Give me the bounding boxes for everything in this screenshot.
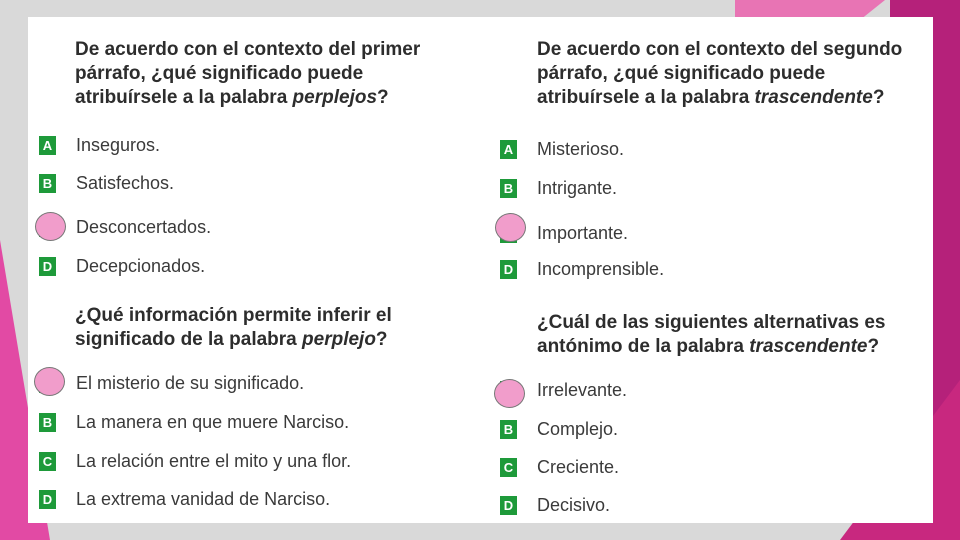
option-letter-badge: B xyxy=(39,174,56,193)
option-text: Importante. xyxy=(537,222,629,243)
option-letter-badge: A xyxy=(500,140,517,159)
option-text: Incomprensible. xyxy=(537,258,665,279)
option-text: La extrema vanidad de Narciso. xyxy=(76,488,331,509)
question-2-keyword: trascendente xyxy=(754,87,873,108)
question-4-keyword: trascendente xyxy=(749,336,868,357)
question-4-mark: ? xyxy=(867,336,880,357)
option-text: Intrigante. xyxy=(537,177,618,198)
option-text: Satisfechos. xyxy=(76,172,175,193)
answer-mark-q4 xyxy=(494,379,525,408)
option-letter-badge: B xyxy=(500,179,517,198)
question-1-mark: ? xyxy=(377,87,389,108)
option-letter-badge: D xyxy=(39,257,56,276)
question-3-text: ¿Qué información permite inferir el significado de la palabra xyxy=(75,305,392,350)
q1-option-a[interactable] xyxy=(39,134,160,156)
option-text: Misterioso. xyxy=(537,138,625,159)
option-letter-badge: D xyxy=(500,496,517,515)
q1-option-d[interactable] xyxy=(39,255,205,277)
question-1 xyxy=(75,38,435,110)
q2-option-d[interactable] xyxy=(500,258,664,280)
option-text: El misterio de su significado. xyxy=(76,372,305,393)
question-2-mark: ? xyxy=(872,87,885,108)
option-letter-badge: D xyxy=(39,490,56,509)
answer-mark-q1 xyxy=(35,212,66,241)
question-1-keyword: perplejos xyxy=(292,87,378,108)
option-text: Inseguros. xyxy=(76,134,161,155)
option-text: Decepcionados. xyxy=(76,255,206,276)
q3-option-c[interactable] xyxy=(39,450,351,472)
option-text: Decisivo. xyxy=(537,494,611,515)
worksheet xyxy=(28,17,933,523)
option-letter-badge: D xyxy=(500,260,517,279)
q4-option-d[interactable] xyxy=(500,494,610,516)
option-text: Complejo. xyxy=(537,418,619,439)
option-text: Irrelevante. xyxy=(537,379,628,400)
option-text: La relación entre el mito y una flor. xyxy=(76,450,352,471)
q4-option-c[interactable] xyxy=(500,456,619,478)
question-4-text: ¿Cuál de las siguientes alternativas es antónimo de la palabra xyxy=(537,312,886,357)
option-letter-badge: A xyxy=(39,136,56,155)
option-letter-badge: B xyxy=(500,420,517,439)
q1-option-b[interactable] xyxy=(39,172,174,194)
q3-option-d[interactable] xyxy=(39,488,330,510)
option-letter-badge: B xyxy=(39,413,56,432)
question-3-keyword: perplejo xyxy=(302,329,376,350)
question-1-text: De acuerdo con el contexto del primer párrafo, ¿qué significado puede atribuírsele a la palabra xyxy=(75,39,421,108)
option-text: Creciente. xyxy=(537,456,620,477)
question-3-mark: ? xyxy=(375,329,388,350)
q2-option-a[interactable] xyxy=(500,138,624,160)
q4-option-b[interactable] xyxy=(500,418,618,440)
option-letter-badge: C xyxy=(39,452,56,471)
answer-mark-q3 xyxy=(34,367,65,396)
question-2 xyxy=(537,38,927,110)
question-4 xyxy=(537,311,927,359)
q3-option-a[interactable] xyxy=(39,372,304,394)
question-3 xyxy=(75,304,435,352)
q3-option-b[interactable] xyxy=(39,411,349,433)
option-text: Desconcertados. xyxy=(76,216,212,237)
q2-option-b[interactable] xyxy=(500,177,617,199)
question-2-text: De acuerdo con el contexto del segundo párrafo, ¿qué significado puede atribuírsele a la palabra xyxy=(537,39,903,108)
option-text: La manera en que muere Narciso. xyxy=(76,411,350,432)
answer-mark-q2 xyxy=(495,213,526,242)
option-letter-badge: C xyxy=(500,458,517,477)
